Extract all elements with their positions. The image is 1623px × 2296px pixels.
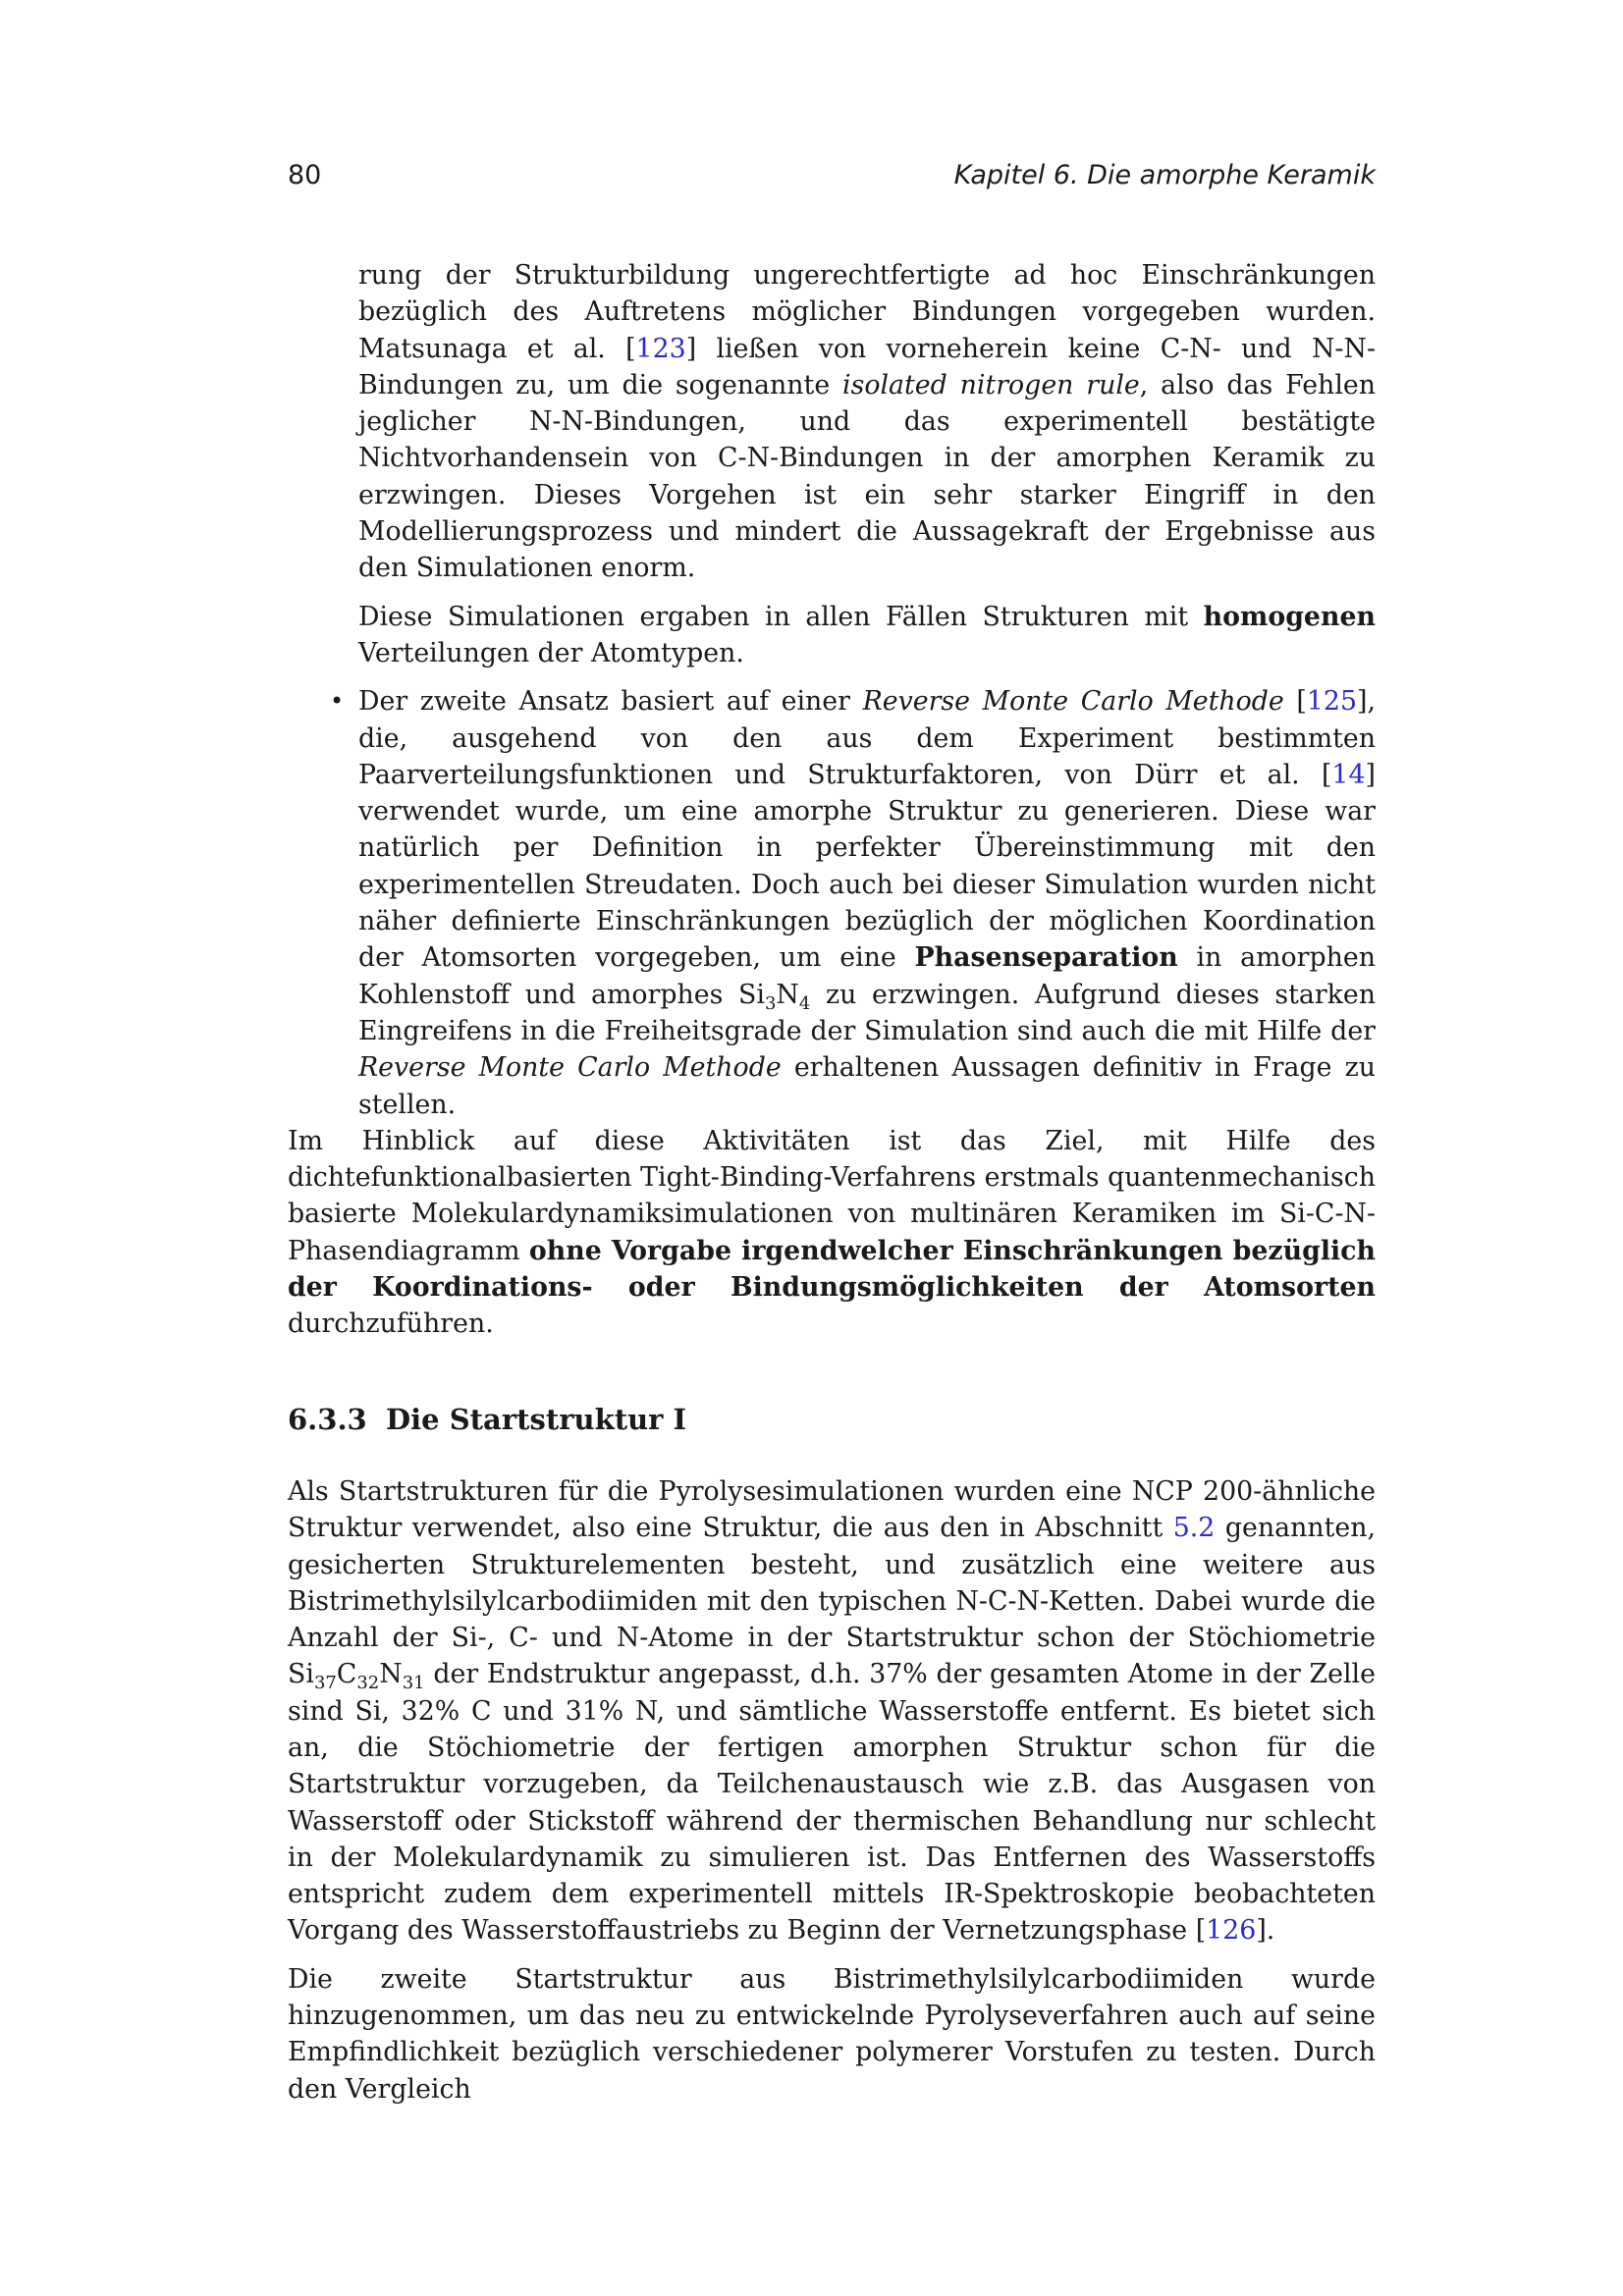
citation-link[interactable]: 123 [635, 333, 686, 364]
text-run: in amorphen Kohlenstoff und amorphes Si [358, 942, 1376, 1010]
page-number: 80 [288, 160, 322, 190]
text-run: , also das Fehlen jeglicher N-N-Bindungen, und das experimentell bestätigte Nichtvorhandensein von C-N-Bindungen in der amorphen Keramik zu erzwingen. Dieses Vorgehen ist ein sehr starker Eingriff in den Modellierungsprozess und mindert die Aussagekraft der Ergebnisse aus den Simulationen enorm. [358, 369, 1376, 584]
text-run: Im Hinblick auf diese Aktivitäten ist das Ziel, mit Hilfe des dichtefunktionalbasierten Tight-Binding-Verfahrens erstmals quantenmechanisch basierte Molekulardynamiksimulationen von multinären Keramiken im Si-C-N-Phasendiagramm [288, 1125, 1376, 1266]
citation-link[interactable]: 125 [1306, 686, 1358, 718]
bold-term: Phasenseparation [914, 942, 1178, 974]
text-run: Verteilungen der Atomtypen. [358, 637, 744, 668]
text-run: Der zweite Ansatz basiert auf einer [358, 686, 863, 718]
text-run: N [379, 1659, 403, 1690]
section-link[interactable]: 5.2 [1172, 1513, 1216, 1544]
paragraph [358, 257, 1376, 587]
paragraph [288, 1473, 1376, 1949]
section-title: Die Startstruktur I [386, 1402, 687, 1436]
subscript: 3 [764, 992, 777, 1014]
subscript: 32 [356, 1673, 380, 1694]
bullet-item [330, 683, 1377, 1123]
indented-block [330, 257, 1377, 1123]
text-run: rung der Strukturbildung ungerechtfertigte ad hoc Einschränkungen bezüglich des Auftretens möglicher Bindungen vorgegeben wurden. Matsunaga et al. [ [358, 260, 1376, 364]
section-number: 6.3.3 [288, 1402, 367, 1436]
subscript: 4 [798, 992, 811, 1014]
text-run: Diese Simulationen ergaben in allen Fällen Strukturen mit [358, 601, 1204, 632]
text-run: genannten, gesicherten Strukturelementen besteht, und zusätzlich eine weitere aus Bistrimethylsilylcarbodiimiden mit den typischen N-C-N-Ketten. Dabei wurde die Anzahl der Si-, C- und N-Atome in der Startstruktur schon der Stöchiometrie Si [288, 1513, 1377, 1690]
bold-term: ohne Vorgabe irgendwelcher Einschränkungen bezüglich der Koordinations- oder Bindungsmöglichkeiten der Atomsorten [288, 1235, 1376, 1304]
paragraph [288, 1123, 1376, 1343]
text-run: ], die, ausgehend von den aus dem Experiment bestimmten Paarverteilungsfunktionen und Strukturfaktoren, von Dürr et al. [ [358, 686, 1377, 790]
citation-link[interactable]: 14 [1331, 759, 1366, 790]
text-run: erhaltenen Aussagen definitiv in Frage zu stellen. [358, 1052, 1376, 1120]
text-run: C [336, 1659, 357, 1690]
text-run: ]. [1256, 1915, 1275, 1947]
subscript: 31 [402, 1673, 425, 1694]
text-run: ] ließen von vorneherein keine C-N- und N-N-Bindungen zu, um die sogenannte [358, 333, 1376, 400]
text-run: der Endstruktur angepasst, d.h. 37% der gesamten Atome in der Zelle sind Si, 32% C und 31% N, und sämtliche Wasserstoffe entfernt. Es bietet sich an, die Stöchiometrie der fertigen amorphen Struktur schon für die Startstruktur vorzugeben, da Teilchenaustausch wie z.B. das Ausgasen von Wasserstoff oder Stickstoff während der thermischen Behandlung nur schlecht in der Molekulardynamik zu simulieren ist. Das Entfernen des Wasserstoffs entspricht zudem dem experimentell mittels IR-Spektroskopie beobachteten Vorgang des Wasserstoffaustriebs zu Beginn der Vernetzungsphase [ [288, 1659, 1376, 1947]
paragraph [358, 683, 1376, 1123]
bullet-marker: • [330, 687, 345, 716]
emphasis: Reverse Monte Carlo Methode [358, 1052, 782, 1084]
section-heading [288, 1402, 1376, 1438]
paragraph [358, 599, 1376, 672]
emphasis: Reverse Monte Carlo Methode [862, 686, 1284, 718]
text-run: ] verwendet wurde, um eine amorphe Struktur zu generieren. Diese war natürlich per Definition in perfekter Übereinstimmung mit den experimentellen Streudaten. Doch auch bei dieser Simulation wurden nicht näher definierte Einschränkungen bezüglich der möglichen Koordination der Atomsorten vorgegeben, um eine [358, 759, 1376, 974]
text-run: zu erzwingen. Aufgrund dieses starken Eingreifens in die Freiheitsgrade der Simulation sind auch die mit Hilfe der [358, 979, 1377, 1046]
citation-link[interactable]: 126 [1206, 1915, 1257, 1947]
text-run: Als Startstrukturen für die Pyrolysesimulationen wurden eine NCP 200-ähnliche Struktur verwendet, also eine Struktur, die aus den in Abschnitt [288, 1475, 1376, 1544]
main-text [288, 257, 1376, 2108]
text-run: [ [1283, 686, 1307, 718]
chapter-title: Kapitel 6. Die amorphe Keramik [953, 160, 1376, 190]
running-header [288, 160, 1376, 190]
subscript: 37 [313, 1673, 337, 1694]
emphasis: isolated nitrogen rule [842, 369, 1140, 400]
paragraph: Die zweite Startstruktur aus Bistrimethylsilylcarbodiimiden wurde hinzugenommen, um das neu zu entwickelnde Pyrolyseverfahren auch auf seine Empfindlichkeit bezüglich verschiedener polymerer Vorstufen zu testen. Durch den Vergleich [288, 1963, 1376, 2105]
text-run: durchzuführen. [288, 1308, 494, 1340]
bold-term: homogenen [1203, 601, 1376, 632]
text-run: N [776, 979, 799, 1010]
